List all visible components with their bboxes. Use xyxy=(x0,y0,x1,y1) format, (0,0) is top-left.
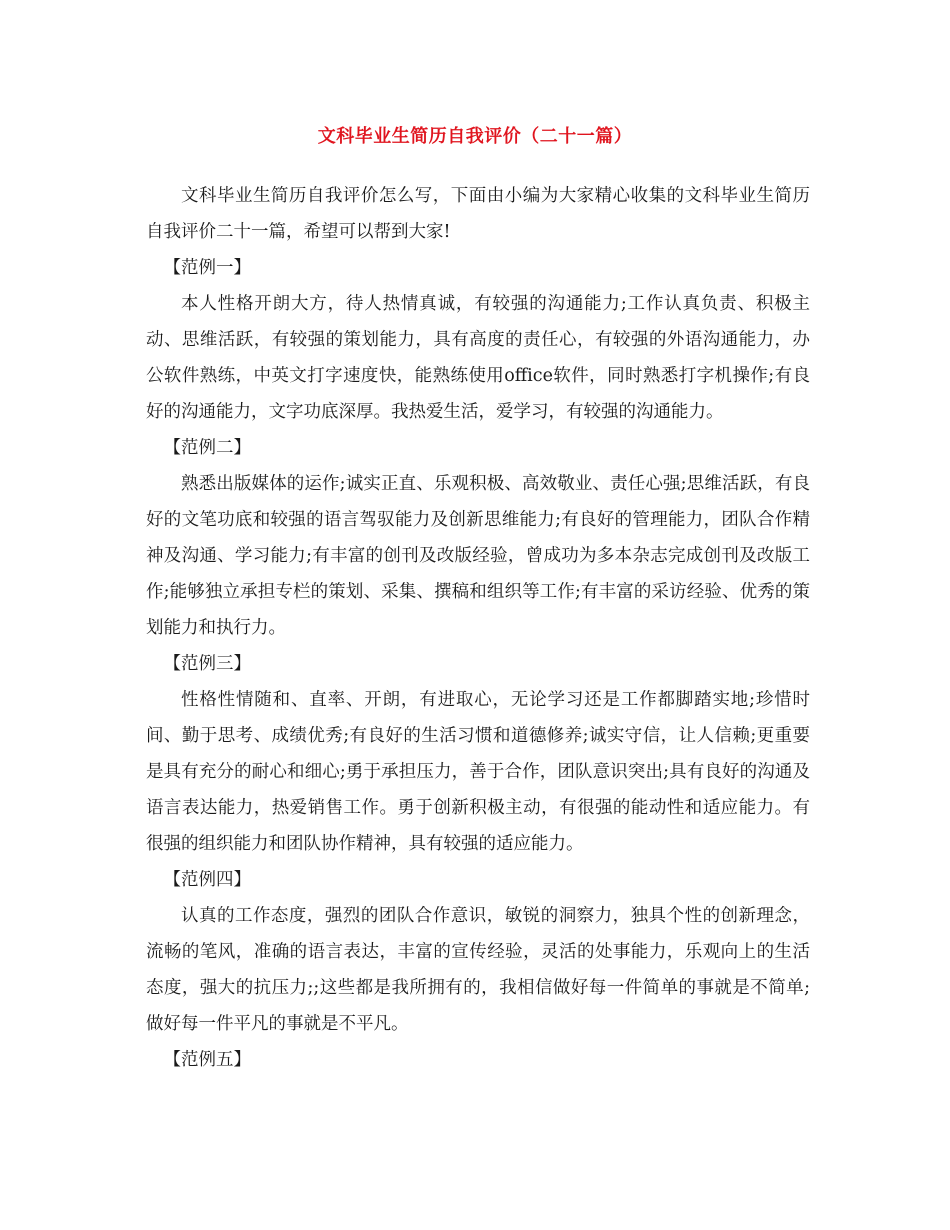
section-heading-4: 【范例四】 xyxy=(163,870,251,890)
section-text-2: 熟悉出版媒体的运作;诚实正直、乐观积极、高效敬业、责任心强;思维活跃，有良好的文笔功底和较强的语言驾驭能力及创新思维能力;有良好的管理能力，团队合作精神及沟通、学习能力;有丰富的创刊及改版经验，曾成功为多本杂志完成创刊及改版工作;能够独立承担专栏的策划、采集、撰稿和组织等工作;有丰富的采访经验、优秀的策划能力和执行力。 xyxy=(146,474,810,638)
section-text-1: 本人性格开朗大方，待人热情真诚，有较强的沟通能力;工作认真负责、积极主动、思维活跃，有较强的策划能力，具有高度的责任心，有较强的外语沟通能力，办公软件熟练，中英文打字速度快，能熟练使用office软件，同时熟悉打字机操作;有良好的沟通能力，文字功底深厚。我热爱生活，爱学习，有较强的沟通能力。 xyxy=(146,294,810,422)
document-title: 文科毕业生简历自我评价（二十一篇） xyxy=(317,126,633,147)
document-body xyxy=(146,178,810,1078)
section-heading-5: 【范例五】 xyxy=(163,1050,251,1070)
section-heading-2: 【范例二】 xyxy=(163,438,251,458)
section-heading-3: 【范例三】 xyxy=(163,654,251,674)
section-text-3: 性格性情随和、直率、开朗，有进取心，无论学习还是工作都脚踏实地;珍惜时间、勤于思考、成绩优秀;有良好的生活习惯和道德修养;诚实守信，让人信赖;更重要是具有充分的耐心和细心;勇于承担压力，善于合作，团队意识突出;具有良好的沟通及语言表达能力，热爱销售工作。勇于创新积极主动，有很强的能动性和适应能力。有很强的组织能力和团队协作精神，具有较强的适应能力。 xyxy=(146,690,810,854)
section-text-4: 认真的工作态度，强烈的团队合作意识，敏锐的洞察力，独具个性的创新理念，流畅的笔风，准确的语言表达，丰富的宣传经验，灵活的处事能力，乐观向上的生活态度，强大的抗压力;;这些都是我所拥有的，我相信做好每一件简单的事就是不简单;做好每一件平凡的事就是不平凡。 xyxy=(146,906,810,1034)
section-heading-1: 【范例一】 xyxy=(163,258,251,278)
intro-paragraph: 文科毕业生简历自我评价怎么写，下面由小编为大家精心收集的文科毕业生简历自我评价二十一篇，希望可以帮到大家! xyxy=(146,186,810,242)
